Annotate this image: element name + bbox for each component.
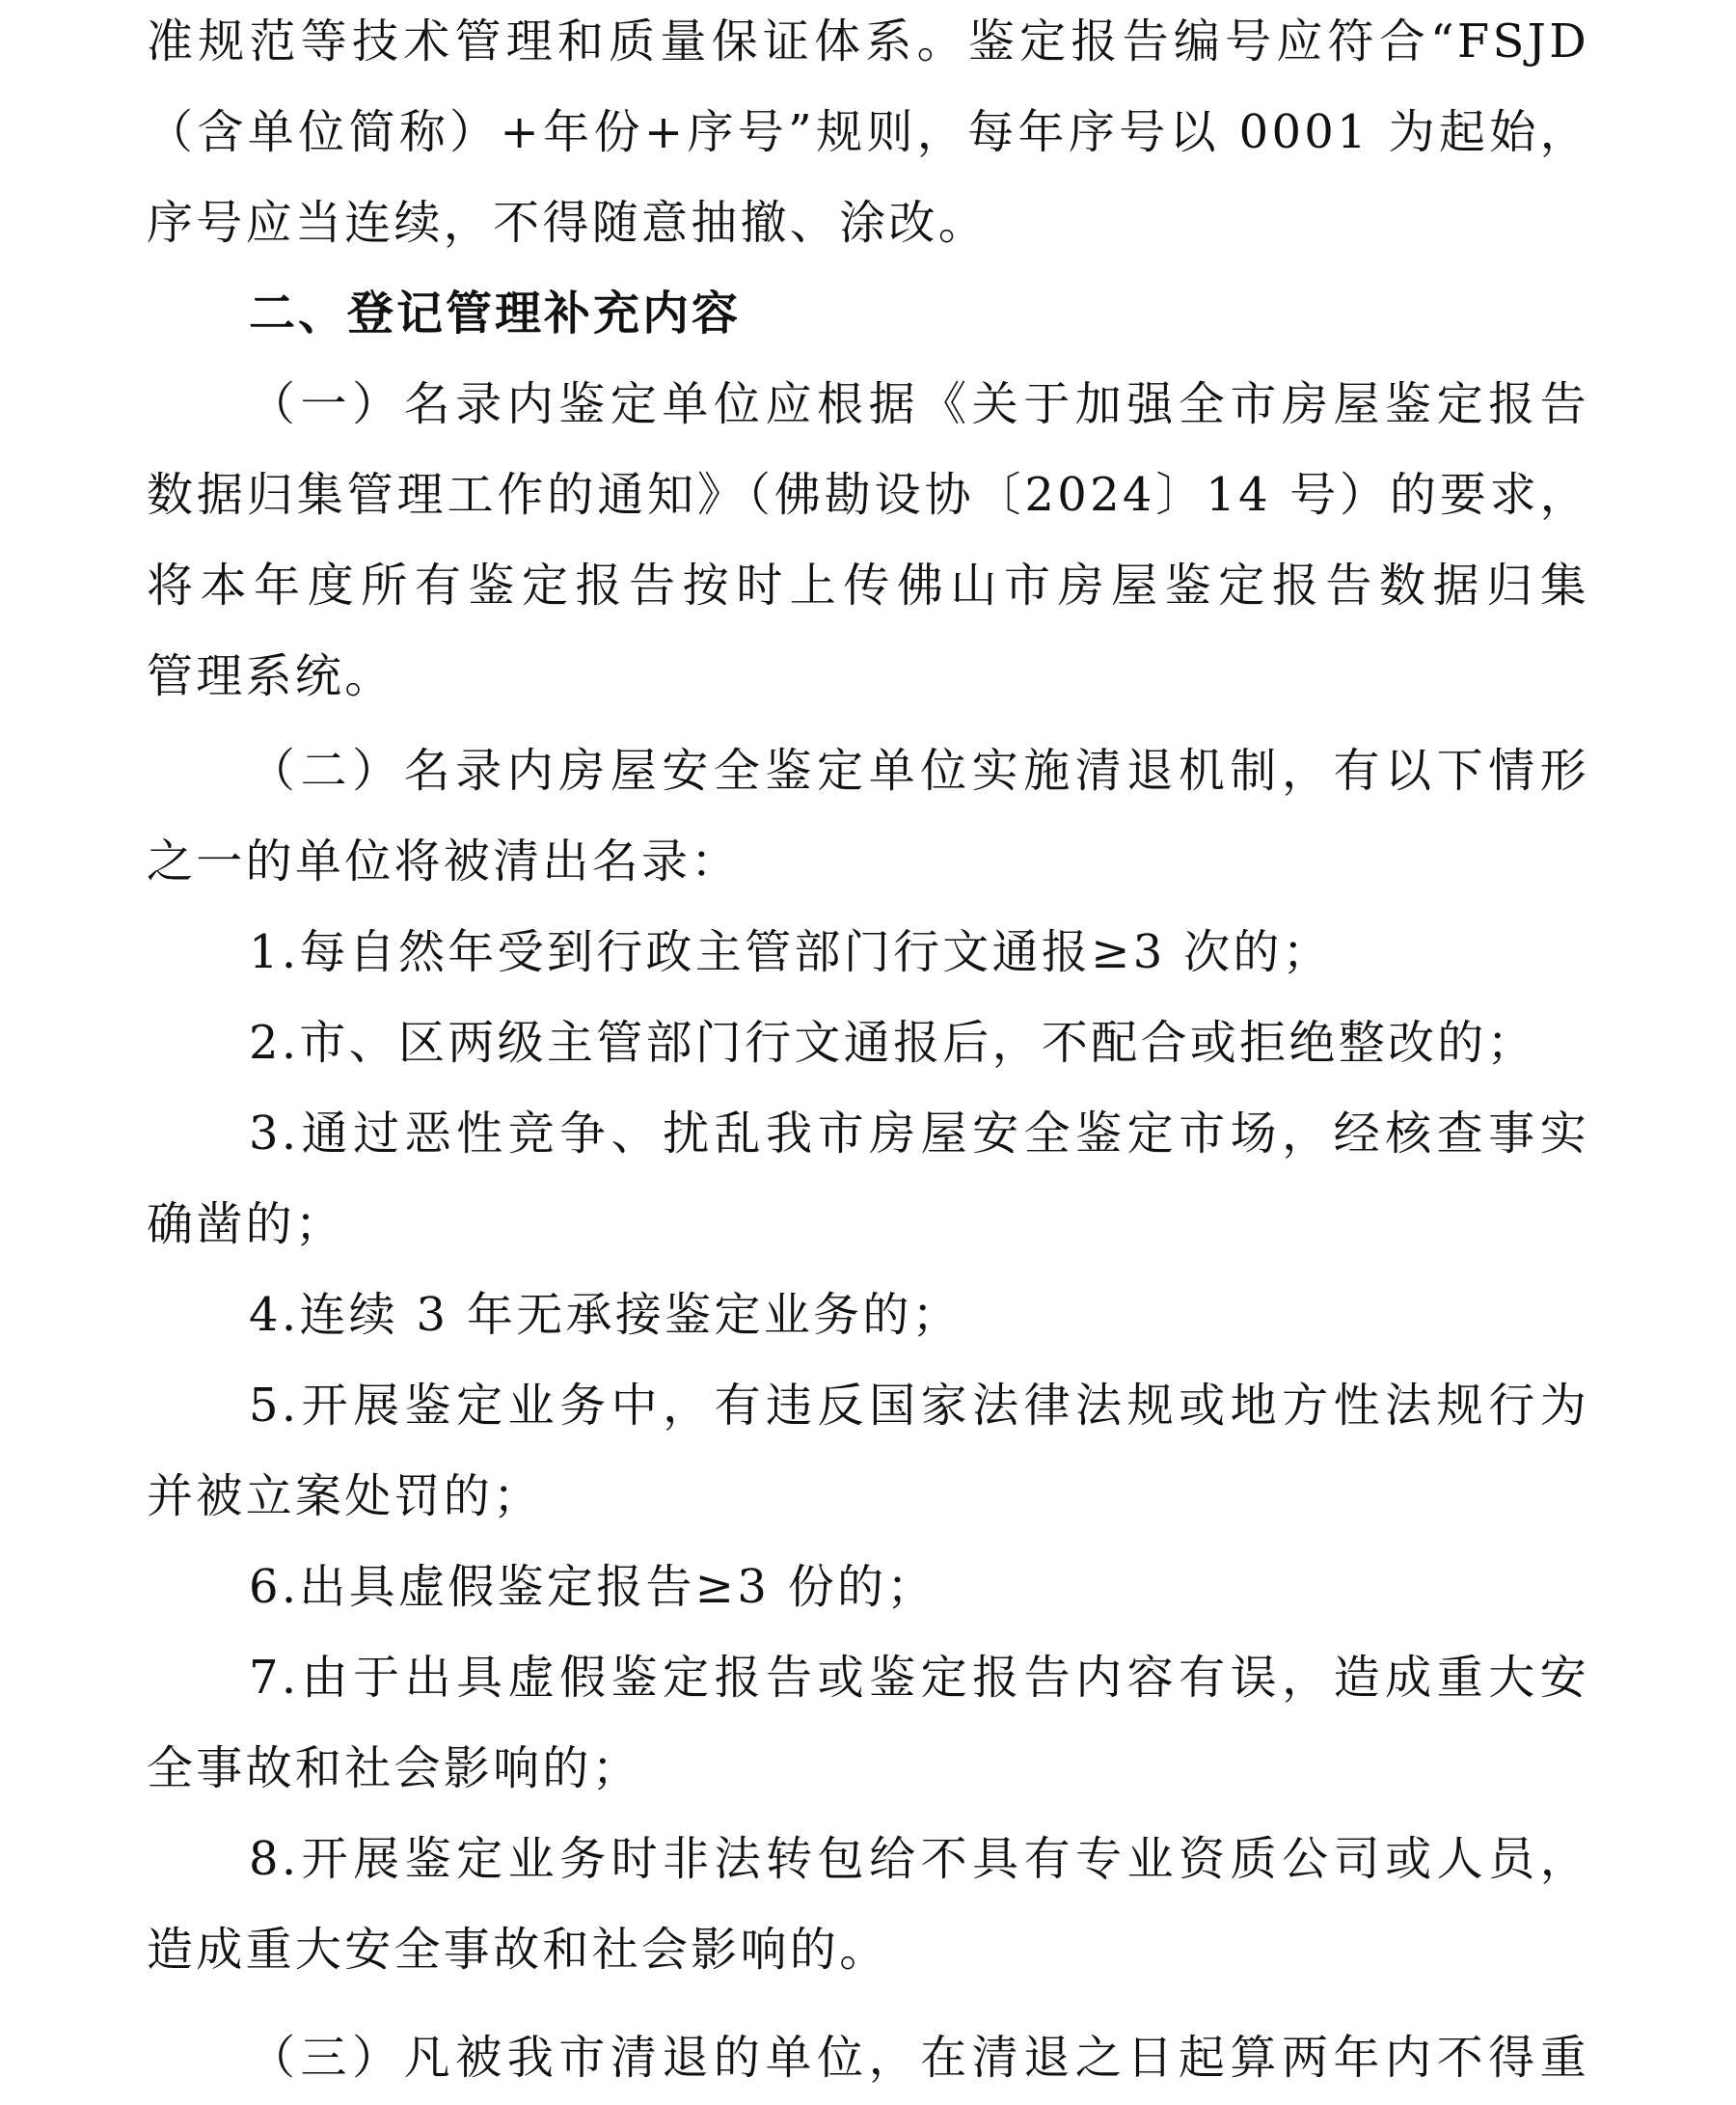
paragraph-line: 将本年度所有鉴定报告按时上传佛山市房屋鉴定报告数据归集 — [147, 559, 1589, 613]
paragraph-line: 准规范等技术管理和质量保证体系。鉴定报告编号应符合“FSJD — [147, 14, 1589, 68]
paragraph-line: （含单位简称）+年份+序号”规则，每年序号以 0001 为起始， — [147, 105, 1589, 159]
list-item: 1.每自然年受到行政主管部门行文通报≥3 次的； — [249, 925, 1333, 979]
list-item: 2.市、区两级主管部门行文通报后，不配合或拒绝整改的； — [249, 1016, 1536, 1070]
list-item: 3.通过恶性竞争、扰乱我市房屋安全鉴定市场，经核查事实 — [249, 1107, 1589, 1161]
paragraph-line: （二）名录内房屋安全鉴定单位实施清退机制，有以下情形 — [249, 744, 1589, 798]
list-item: 8.开展鉴定业务时非法转包给不具有专业资质公司或人员， — [249, 1832, 1589, 1886]
paragraph-line: 管理系统。 — [147, 649, 394, 703]
list-item: 6.出具虚假鉴定报告≥3 份的； — [249, 1560, 936, 1614]
paragraph-line: 之一的单位将被清出名录： — [147, 834, 741, 888]
list-item-continuation: 并被立案处罚的； — [147, 1469, 543, 1523]
list-item: 4.连续 3 年无承接鉴定业务的； — [249, 1288, 962, 1342]
list-item: 7.由于出具虚假鉴定报告或鉴定报告内容有误，造成重大安 — [249, 1651, 1589, 1705]
section-heading: 二、登记管理补充内容 — [249, 287, 742, 341]
list-item-continuation: 全事故和社会影响的； — [147, 1741, 642, 1795]
paragraph-line: （一）名录内鉴定单位应根据《关于加强全市房屋鉴定报告 — [249, 377, 1589, 431]
list-item: 5.开展鉴定业务中，有违反国家法律法规或地方性法规行为 — [249, 1379, 1589, 1433]
paragraph-line: （三）凡被我市清退的单位，在清退之日起算两年内不得重 — [249, 2031, 1589, 2085]
paragraph-line: 数据归集管理工作的通知》（佛勘设协〔2024〕14 号）的要求， — [147, 468, 1589, 522]
paragraph-line: 序号应当连续，不得随意抽撤、涂改。 — [147, 196, 989, 250]
list-item-continuation: 造成重大安全事故和社会影响的。 — [147, 1923, 889, 1977]
list-item-continuation: 确凿的； — [147, 1197, 345, 1251]
